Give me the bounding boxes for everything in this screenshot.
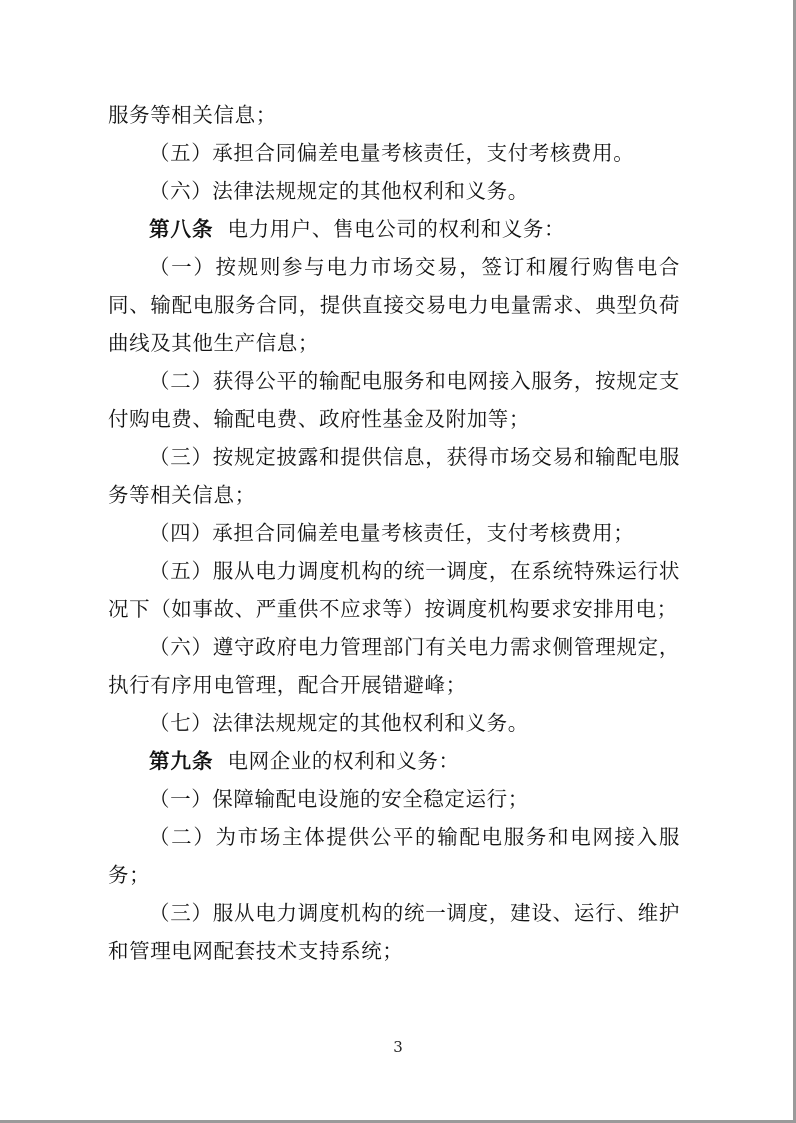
article-number: 第八条 bbox=[149, 217, 214, 241]
article-heading bbox=[108, 742, 680, 780]
paragraph: （七）法律法规规定的其他权利和义务。 bbox=[149, 711, 529, 735]
page-number: 3 bbox=[393, 1038, 403, 1056]
article-title: 电力用户、售电公司的权利和义务： bbox=[227, 217, 566, 241]
article-heading bbox=[108, 210, 680, 248]
paragraph: 服务等相关信息； bbox=[108, 103, 277, 127]
paragraph: （二）获得公平的输配电服务和电网接入服务，按规定支付购电费、输配电费、政府性基金及附加等； bbox=[108, 369, 680, 431]
paragraph: （一）保障输配电设施的安全稳定运行； bbox=[149, 787, 529, 811]
paragraph: （四）承担合同偏差电量考核责任，支付考核费用； bbox=[149, 521, 635, 545]
paragraph: （六）法律法规规定的其他权利和义务。 bbox=[149, 179, 529, 203]
paragraph: （三）按规定披露和提供信息，获得市场交易和输配电服务等相关信息； bbox=[108, 445, 680, 507]
paragraph: （二）为市场主体提供公平的输配电服务和电网接入服务； bbox=[108, 825, 680, 887]
paragraph: （五）承担合同偏差电量考核责任，支付考核费用。 bbox=[149, 141, 635, 165]
paragraph: （六）遵守政府电力管理部门有关电力需求侧管理规定，执行有序用电管理，配合开展错避峰； bbox=[108, 635, 680, 697]
paragraph: （一）按规则参与电力市场交易，签订和履行购售电合同、输配电服务合同，提供直接交易电力电量需求、典型负荷曲线及其他生产信息； bbox=[108, 255, 680, 355]
paragraph: （五）服从电力调度机构的统一调度，在系统特殊运行状况下（如事故、严重供不应求等）按调度机构要求安排用电； bbox=[108, 559, 680, 621]
paragraph: （三）服从电力调度机构的统一调度，建设、运行、维护和管理电网配套技术支持系统； bbox=[108, 901, 680, 963]
article-number: 第九条 bbox=[149, 749, 214, 773]
document-body bbox=[108, 96, 680, 970]
article-title: 电网企业的权利和义务： bbox=[227, 749, 460, 773]
